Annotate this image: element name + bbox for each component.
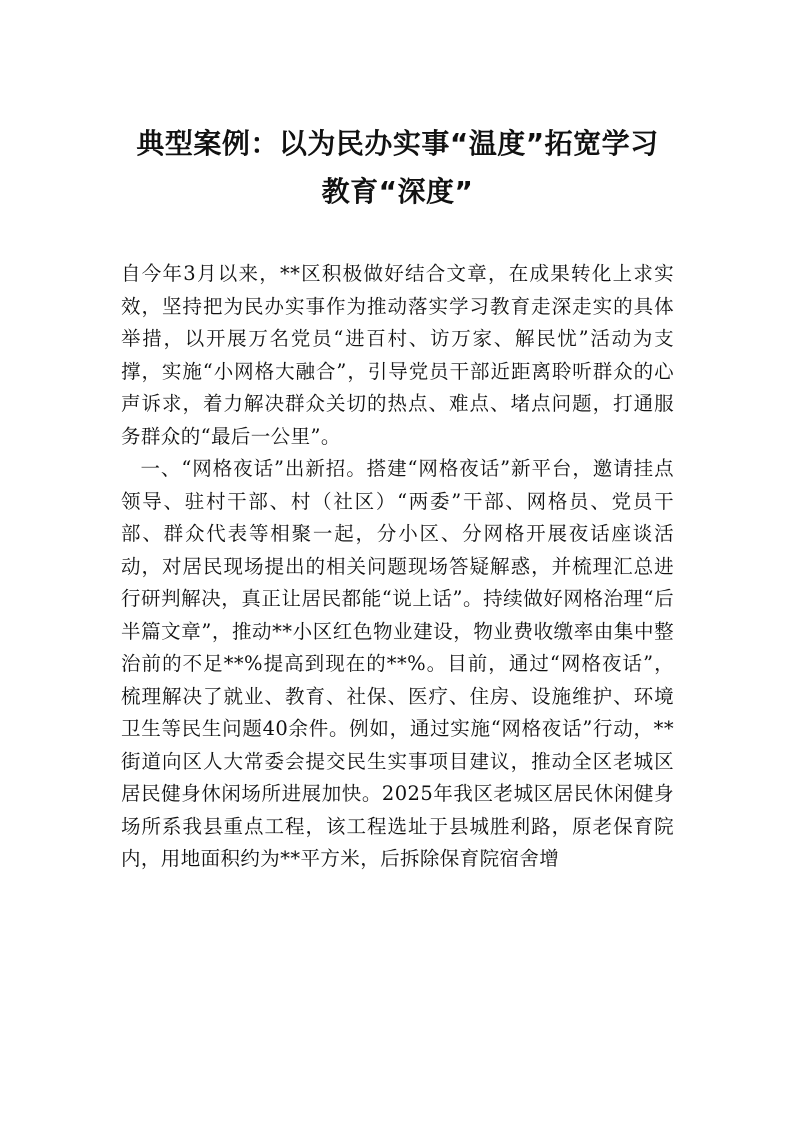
document-title	[121, 120, 674, 216]
document-body	[121, 258, 674, 876]
paragraph-intro: 自今年3月以来，**区积极做好结合文章，在成果转化上求实效，坚持把为民办实事作为推动落实学习教育走深走实的具体举措，以开展万名党员“进百村、访万家、解民忧”活动为支撑，实施“小网格大融合”，引导党员干部近距离聆听群众的心声诉求，着力解决群众关切的热点、难点、堵点问题，打通服务群众的“最后一公里”。	[121, 262, 674, 448]
title-line-2: 教育“深度”	[321, 175, 474, 208]
paragraph-section-1: 一、“网格夜话”出新招。搭建“网格夜话”新平台，邀请挂点领导、驻村干部、村（社区）“两委”干部、网格员、党员干部、群众代表等相聚一起，分小区、分网格开展夜话座谈活动，对居民现场提出的相关问题现场答疑解惑，并梳理汇总进行研判解决，真正让居民都能“说上话”。持续做好网格治理“后半篇文章”，推动**小区红色物业建设，物业费收缴率由集中整治前的不足**%提高到现在的**%。目前，通过“网格夜话”，梳理解决了就业、教育、社保、医疗、住房、设施维护、环境卫生等民生问题40余件。例如，通过实施“网格夜话”行动，**街道向区人大常委会提交民生实事项目建议，推动全区老城区居民健身休闲场所进展加快。2025年我区老城区居民休闲健身场所系我县重点工程，该工程选址于县城胜利路，原老保育院内，用地面积约为**平方米，后拆除保育院宿舍增	[121, 457, 674, 870]
title-line-1: 典型案例：以为民办实事“温度”拓宽学习	[136, 127, 659, 160]
